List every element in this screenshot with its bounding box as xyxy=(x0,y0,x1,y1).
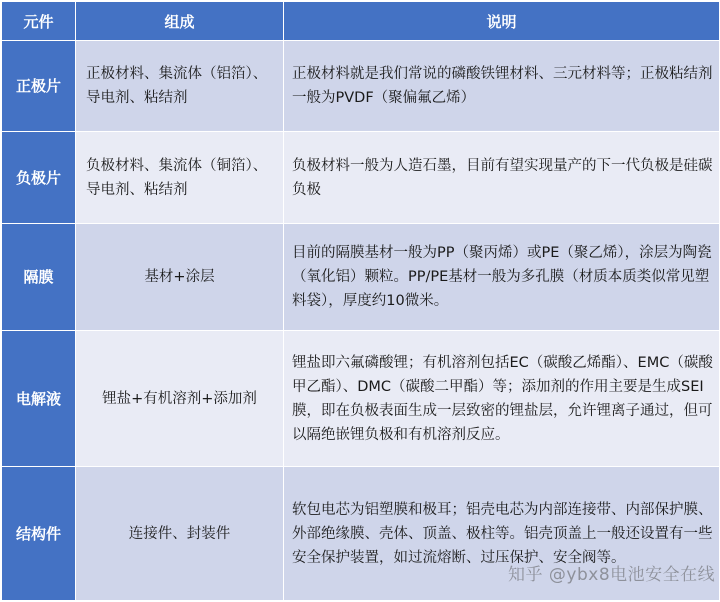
row-description: 软包电芯为铝塑膜和极耳；铝壳电芯为内部连接带、内部保护膜、外部绝缘膜、壳体、顶盖、极柱等。铝壳顶盖上一般还设置有一些安全保护装置，如过流熔断、过压保护、安全阀等。 xyxy=(284,467,720,601)
row-name: 隔膜 xyxy=(2,224,76,331)
row-composition: 锂盐+有机溶剂+添加剂 xyxy=(76,331,284,467)
row-name: 电解液 xyxy=(2,331,76,467)
header-component: 元件 xyxy=(2,2,76,41)
row-description: 锂盐即六氟磷酸锂；有机溶剂包括EC（碳酸乙烯酯）、EMC（碳酸甲乙酯）、DMC（碳酸二甲酯）等；添加剂的作用主要是生成SEI膜，即在负极表面生成一层致密的锂盐层，允许锂离子通过，但可以隔绝嵌锂负极和有机溶剂反应。 xyxy=(284,331,720,467)
component-table xyxy=(1,1,720,601)
row-description: 负极材料一般为人造石墨，目前有望实现量产的下一代负极是硅碳负极 xyxy=(284,132,720,224)
row-name: 正极片 xyxy=(2,41,76,132)
row-name: 负极片 xyxy=(2,132,76,224)
table-row xyxy=(2,224,720,331)
row-composition: 正极材料、集流体（铝箔）、导电剂、粘结剂 xyxy=(76,41,284,132)
row-name: 结构件 xyxy=(2,467,76,601)
row-composition: 基材+涂层 xyxy=(76,224,284,331)
table-header-row xyxy=(2,2,720,41)
row-composition: 连接件、封装件 xyxy=(76,467,284,601)
watermark-text: 知乎 @ybx8电池安全在线 xyxy=(508,565,716,585)
row-description: 正极材料就是我们常说的磷酸铁锂材料、三元材料等；正极粘结剂一般为PVDF（聚偏氟乙烯） xyxy=(284,41,720,132)
row-description: 目前的隔膜基材一般为PP（聚丙烯）或PE（聚乙烯），涂层为陶瓷（氧化铝）颗粒。PP/PE基材一般为多孔膜（材质本质类似常见塑料袋），厚度约10微米。 xyxy=(284,224,720,331)
table-row xyxy=(2,41,720,132)
header-composition: 组成 xyxy=(76,2,284,41)
row-composition: 负极材料、集流体（铜箔）、导电剂、粘结剂 xyxy=(76,132,284,224)
table-row xyxy=(2,331,720,467)
header-description: 说明 xyxy=(284,2,720,41)
table-row xyxy=(2,132,720,224)
